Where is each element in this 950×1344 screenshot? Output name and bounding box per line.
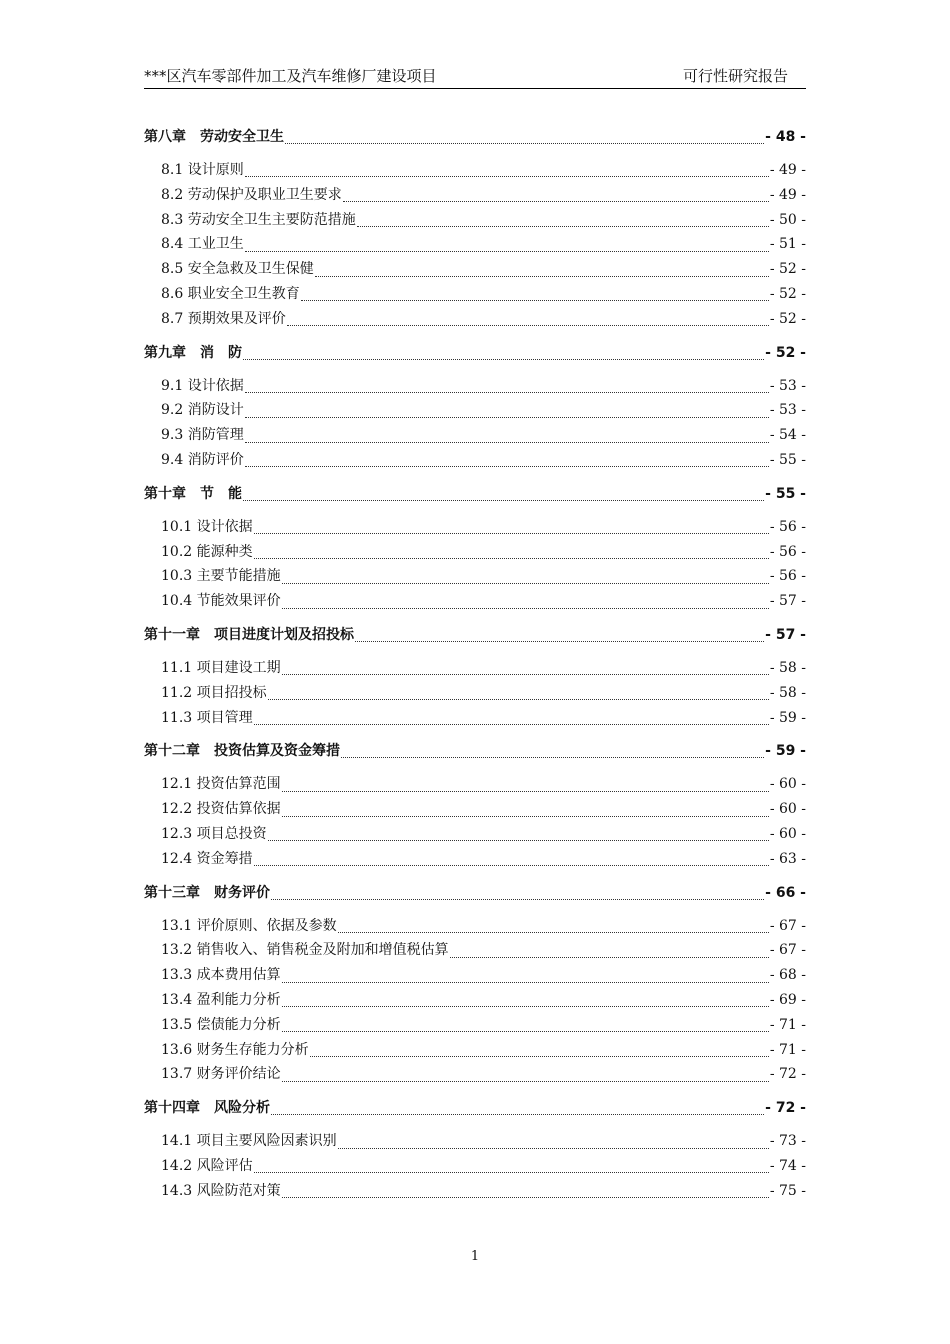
toc-entry-title: 8.6 职业安全卫生教育	[161, 285, 300, 302]
dot-leader	[282, 582, 769, 584]
dot-leader	[254, 864, 769, 866]
toc-entry-page: - 72 -	[769, 1066, 806, 1083]
toc-entry-title: 14.1 项目主要风险因素识别	[161, 1133, 337, 1150]
toc-chapter-entry[interactable]	[144, 125, 806, 149]
toc-section-entry[interactable]	[144, 963, 806, 988]
toc-entry-page: - 68 -	[769, 967, 806, 984]
dot-leader	[245, 441, 769, 443]
toc-entry-title: 10.3 主要节能措施	[161, 568, 281, 585]
dot-leader	[282, 673, 769, 675]
toc-entry-page: - 54 -	[769, 427, 806, 444]
toc-entry-title: 第九章 消 防	[144, 344, 242, 361]
toc-entry-title: 11.3 项目管理	[161, 709, 253, 726]
toc-entry-page: - 58 -	[769, 659, 806, 676]
toc-section-entry[interactable]	[144, 938, 806, 963]
toc-entry-title: 8.4 工业卫生	[161, 236, 244, 253]
toc-entry-title: 12.3 项目总投资	[161, 825, 267, 842]
toc-section-entry[interactable]	[144, 1038, 806, 1063]
toc-entry-title: 14.3 风险防范对策	[161, 1182, 281, 1199]
toc-entry-page: - 48 -	[765, 129, 806, 145]
dot-leader	[282, 815, 769, 817]
dot-leader	[282, 607, 769, 609]
toc-chapter-entry[interactable]	[144, 881, 806, 905]
dot-leader	[282, 1030, 769, 1032]
toc-entry-page: - 66 -	[765, 884, 806, 901]
toc-entry-title: 12.1 投资估算范围	[161, 776, 281, 793]
toc-section-entry[interactable]	[144, 398, 806, 423]
toc-section-entry[interactable]	[144, 847, 806, 872]
dot-leader	[271, 898, 764, 900]
page-header	[144, 66, 806, 89]
dot-leader	[254, 532, 769, 534]
toc-entry-page: - 52 -	[769, 261, 806, 278]
toc-section-entry[interactable]	[144, 448, 806, 473]
toc-entry-page: - 71 -	[769, 1016, 806, 1033]
toc-section-entry[interactable]	[144, 797, 806, 822]
dot-leader	[245, 175, 769, 177]
toc-section-entry[interactable]	[144, 656, 806, 681]
header-project-title: ***区汽车零部件加工及汽车维修厂建设项目	[144, 67, 437, 85]
toc-entry-title: 11.1 项目建设工期	[161, 659, 281, 676]
toc-section-entry[interactable]	[144, 374, 806, 399]
page-number: 1	[470, 1249, 480, 1264]
toc-entry-title: 14.2 风险评估	[161, 1157, 253, 1174]
toc-entry-title: 13.5 偿债能力分析	[161, 1016, 281, 1033]
toc-entry-page: - 63 -	[769, 850, 806, 867]
dot-leader	[245, 391, 769, 393]
dot-leader	[282, 1080, 769, 1082]
toc-entry-title: 13.7 财务评价结论	[161, 1066, 281, 1083]
toc-entry-title: 10.1 设计依据	[161, 518, 253, 535]
toc-entry-title: 第十二章 投资估算及资金筹措	[144, 743, 340, 760]
toc-entry-page: - 69 -	[769, 991, 806, 1008]
dot-leader	[282, 981, 769, 983]
toc-entry-title: 第十四章 风险分析	[144, 1100, 270, 1117]
dot-leader	[450, 956, 769, 958]
toc-entry-title: 8.1 设计原则	[161, 162, 244, 178]
toc-section-entry[interactable]	[144, 1062, 806, 1087]
toc-entry-page: - 57 -	[769, 593, 806, 610]
dot-leader	[310, 1055, 769, 1057]
toc-section-entry[interactable]	[144, 183, 806, 208]
toc-entry-page: - 60 -	[769, 825, 806, 842]
toc-entry-title: 第八章 劳动安全卫生	[144, 129, 284, 145]
dot-leader	[271, 1113, 764, 1115]
toc-chapter-entry[interactable]	[144, 482, 806, 506]
toc-entry-title: 8.5 安全急救及卫生保健	[161, 261, 314, 278]
toc-entry-page: - 52 -	[769, 285, 806, 302]
toc-entry-page: - 75 -	[769, 1182, 806, 1199]
toc-chapter-entry[interactable]	[144, 739, 806, 763]
toc-entry-page: - 49 -	[769, 162, 806, 178]
dot-leader	[315, 275, 769, 277]
toc-section-entry[interactable]	[144, 540, 806, 565]
toc-entry-page: - 67 -	[769, 917, 806, 934]
toc-section-entry[interactable]	[144, 988, 806, 1013]
toc-entry-page: - 56 -	[769, 543, 806, 560]
dot-leader	[268, 698, 769, 700]
toc-entry-title: 9.3 消防管理	[161, 427, 244, 444]
toc-entry-title: 9.4 消防评价	[161, 451, 244, 468]
toc-section-entry[interactable]	[144, 515, 806, 540]
dot-leader	[282, 790, 769, 792]
dot-leader	[282, 1005, 769, 1007]
toc-entry-title: 9.2 消防设计	[161, 402, 244, 419]
toc-entry-title: 10.4 节能效果评价	[161, 593, 281, 610]
dot-leader	[245, 465, 769, 467]
toc-entry-title: 8.3 劳动安全卫生主要防范措施	[161, 211, 356, 228]
toc-section-entry[interactable]	[144, 706, 806, 731]
toc-section-entry[interactable]	[144, 257, 806, 282]
toc-entry-page: - 74 -	[769, 1157, 806, 1174]
toc-section-entry[interactable]	[144, 1129, 806, 1154]
toc-entry-page: - 56 -	[769, 568, 806, 585]
toc-section-entry[interactable]	[144, 307, 806, 332]
toc-entry-page: - 59 -	[765, 743, 806, 760]
toc-section-entry[interactable]	[144, 423, 806, 448]
dot-leader	[254, 723, 769, 725]
toc-entry-page: - 53 -	[769, 377, 806, 394]
toc-entry-page: - 57 -	[765, 626, 806, 643]
dot-leader	[338, 1147, 769, 1149]
dot-leader	[341, 756, 764, 758]
toc-entry-page: - 60 -	[769, 801, 806, 818]
toc-entry-page: - 58 -	[769, 684, 806, 701]
dot-leader	[243, 499, 764, 501]
toc-section-entry[interactable]	[144, 1179, 806, 1204]
toc-entry-page: - 55 -	[769, 451, 806, 468]
toc-chapter-entry[interactable]	[144, 623, 806, 647]
dot-leader	[343, 200, 769, 202]
toc-entry-title: 13.4 盈利能力分析	[161, 991, 281, 1008]
toc-section-entry[interactable]	[144, 232, 806, 257]
toc-section-entry[interactable]	[144, 589, 806, 614]
dot-leader	[338, 931, 769, 933]
toc-entry-title: 13.1 评价原则、依据及参数	[161, 917, 337, 934]
toc-entry-title: 12.2 投资估算依据	[161, 801, 281, 818]
toc-section-entry[interactable]	[144, 772, 806, 797]
toc-section-entry[interactable]	[144, 822, 806, 847]
toc-section-entry[interactable]	[144, 681, 806, 706]
toc-entry-page: - 60 -	[769, 776, 806, 793]
toc-entry-title: 13.3 成本费用估算	[161, 967, 281, 984]
dot-leader	[355, 640, 764, 642]
toc-entry-page: - 55 -	[765, 485, 806, 502]
toc-entry-page: - 67 -	[769, 942, 806, 959]
toc-entry-page: - 73 -	[769, 1133, 806, 1150]
dot-leader	[245, 416, 769, 418]
toc-section-entry[interactable]	[144, 158, 806, 183]
toc-entry-page: - 50 -	[769, 211, 806, 228]
toc-entry-title: 9.1 设计依据	[161, 377, 244, 394]
dot-leader	[282, 1196, 769, 1198]
dot-leader	[254, 557, 769, 559]
toc-entry-title: 10.2 能源种类	[161, 543, 253, 560]
dot-leader	[254, 1171, 769, 1173]
toc-entry-page: - 59 -	[769, 709, 806, 726]
toc-entry-page: - 49 -	[769, 186, 806, 203]
dot-leader	[245, 250, 769, 252]
toc-entry-page: - 51 -	[769, 236, 806, 253]
toc-entry-title: 第十一章 项目进度计划及招投标	[144, 626, 354, 643]
dot-leader	[287, 324, 769, 326]
toc-section-entry[interactable]	[144, 914, 806, 939]
toc-entry-page: - 56 -	[769, 518, 806, 535]
toc-chapter-entry[interactable]	[144, 1096, 806, 1120]
toc-entry-title: 第十三章 财务评价	[144, 884, 270, 901]
toc-section-entry[interactable]	[144, 564, 806, 589]
toc-entry-title: 8.2 劳动保护及职业卫生要求	[161, 186, 342, 203]
toc-section-entry[interactable]	[144, 208, 806, 233]
header-report-type: 可行性研究报告	[682, 67, 788, 85]
toc-entry-title: 第十章 节 能	[144, 485, 242, 502]
dot-leader	[268, 839, 769, 841]
toc-entry-title: 13.2 销售收入、销售税金及附加和增值税估算	[161, 942, 449, 959]
toc-section-entry[interactable]	[144, 282, 806, 307]
toc-section-entry[interactable]	[144, 1154, 806, 1179]
toc-entry-page: - 52 -	[769, 310, 806, 327]
toc-entry-page: - 53 -	[769, 402, 806, 419]
toc-section-entry[interactable]	[144, 1013, 806, 1038]
dot-leader	[301, 299, 769, 301]
toc-entry-page: - 72 -	[765, 1100, 806, 1117]
toc-entry-title: 12.4 资金筹措	[161, 850, 253, 867]
toc-entry-title: 8.7 预期效果及评价	[161, 310, 286, 327]
dot-leader	[243, 358, 764, 360]
toc-entry-title: 13.6 财务生存能力分析	[161, 1041, 309, 1058]
toc-entry-title: 11.2 项目招投标	[161, 684, 267, 701]
table-of-contents	[144, 125, 806, 1204]
dot-leader	[357, 225, 769, 227]
toc-chapter-entry[interactable]	[144, 341, 806, 365]
toc-entry-page: - 71 -	[769, 1041, 806, 1058]
dot-leader	[285, 142, 764, 144]
toc-entry-page: - 52 -	[765, 344, 806, 361]
